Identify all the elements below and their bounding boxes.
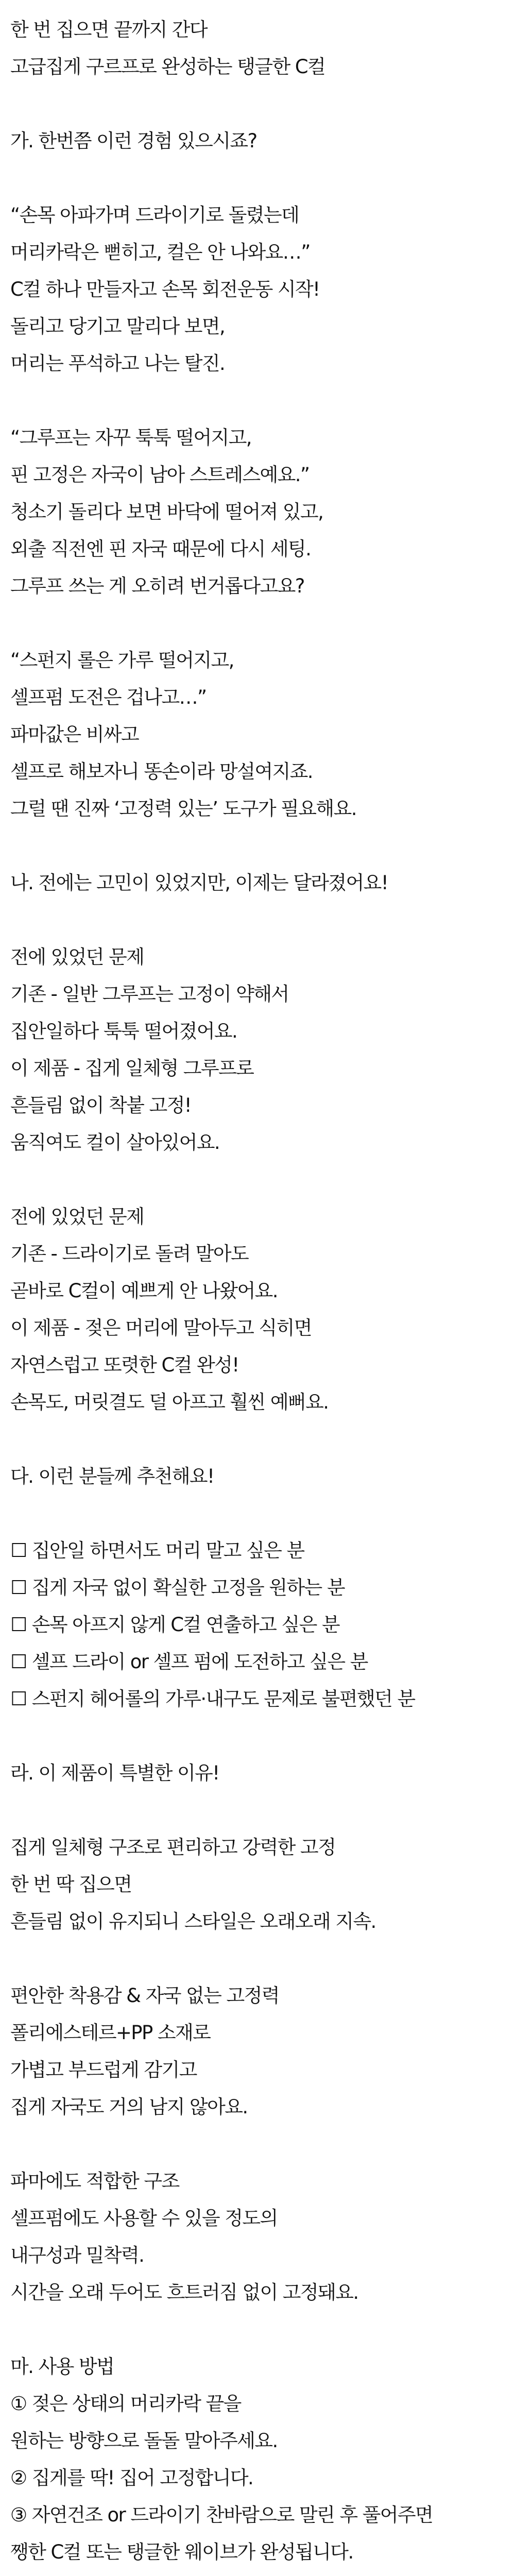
text-line: 다. 이런 분들께 추천해요!	[10, 1465, 214, 1487]
blank-line	[10, 1421, 503, 1458]
blank-line	[10, 902, 503, 939]
text-line: “손목 아파가며 드라이기로 돌렸는데	[10, 204, 299, 226]
text-line: ☐ 셀프 드라이 or 셀프 펌에 도전하고 싶은 분	[10, 1651, 368, 1673]
text-line: 그럴 땐 진짜 ‘고정력 있는’ 도구가 필요해요.	[10, 798, 356, 820]
blank-line	[10, 1940, 503, 1977]
text-line: ① 젖은 상태의 머리카락 끝을	[10, 2393, 241, 2415]
text-line: 쨍한 C컬 또는 탱글한 웨이브가 완성됩니다.	[10, 2541, 353, 2563]
blank-line	[10, 2126, 503, 2163]
text-line: 집게 자국도 거의 남지 않아요.	[10, 2096, 248, 2118]
text-line: 청소기 돌리다 보면 바닥에 떨어져 있고,	[10, 501, 323, 523]
text-line: ☐ 집안일 하면서도 머리 말고 싶은 분	[10, 1539, 304, 1562]
text-line: ☐ 스펀지 헤어롤의 가루·내구도 문제로 불편했던 분	[10, 1688, 415, 1710]
text-line: ☐ 손목 아프지 않게 C컬 연출하고 싶은 분	[10, 1614, 340, 1636]
text-line: 마. 사용 방법	[10, 2355, 114, 2378]
text-line: 핀 고정은 자국이 남아 스트레스예요.”	[10, 464, 310, 486]
blank-line	[10, 86, 503, 123]
text-line: 곧바로 C컬이 예쁘게 안 나왔어요.	[10, 1280, 278, 1302]
text-line: 집게 일체형 구조로 편리하고 강력한 고정	[10, 1836, 336, 1858]
text-line: 셀프로 해보자니 똥손이라 망설여지죠.	[10, 760, 313, 783]
blank-line	[10, 160, 503, 197]
text-line: 머리는 푸석하고 나는 탈진.	[10, 352, 225, 375]
text-line: “스펀지 롤은 가루 떨어지고,	[10, 649, 234, 671]
text-line: 고급집게 구르프로 완성하는 탱글한 C컬	[10, 56, 325, 78]
text-line: ② 집게를 딱! 집어 고정합니다.	[10, 2467, 253, 2489]
text-line: 이 제품 - 젖은 머리에 말아두고 식히면	[10, 1317, 312, 1339]
text-line: 라. 이 제품이 특별한 이유!	[10, 1762, 219, 1784]
text-line: 한 번 집으면 끝까지 간다	[10, 19, 208, 41]
blank-line	[10, 1792, 503, 1829]
blank-line	[10, 2571, 503, 2576]
text-line: 흔들림 없이 유지되니 스타일은 오래오래 지속.	[10, 1910, 376, 1933]
text-line: 한 번 딱 집으면	[10, 1873, 132, 1895]
text-line: 편안한 착용감 & 자국 없는 고정력	[10, 1985, 279, 2007]
text-line: 원하는 방향으로 돌돌 말아주세요.	[10, 2430, 278, 2452]
text-line: 손목도, 머릿결도 덜 아프고 훨씬 예뻐요.	[10, 1391, 329, 1413]
blank-line	[10, 1161, 503, 1198]
blank-line	[10, 1718, 503, 1755]
text-line: 폴리에스테르+PP 소재로	[10, 2022, 211, 2044]
text-line: 집안일하다 툭툭 떨어졌어요.	[10, 1020, 237, 1042]
text-line: 자연스럽고 또렷한 C컬 완성!	[10, 1354, 239, 1376]
text-line: 돌리고 당기고 말리다 보면,	[10, 315, 225, 337]
text-line: 나. 전에는 고민이 있었지만, 이제는 달라졌어요!	[10, 872, 388, 894]
blank-line	[10, 2311, 503, 2348]
text-line: 가. 한번쯤 이런 경험 있으시죠?	[10, 130, 257, 152]
blank-line	[10, 1495, 503, 1532]
text-line: 가볍고 부드럽게 감기고	[10, 2059, 197, 2081]
text-line: C컬 하나 만들자고 손목 회전운동 시작!	[10, 278, 320, 300]
text-line: 기존 - 드라이기로 돌려 말아도	[10, 1243, 249, 1265]
blank-line	[10, 382, 503, 419]
text-line: 그루프 쓰는 게 오히려 번거롭다고요?	[10, 575, 304, 597]
text-line: 머리카락은 뻗히고, 컬은 안 나와요…”	[10, 241, 310, 263]
text-line: 이 제품 - 집게 일체형 그루프로	[10, 1057, 254, 1079]
text-line: 전에 있었던 문제	[10, 1206, 144, 1228]
text-line: ③ 자연건조 or 드라이기 찬바람으로 말린 후 풀어주면	[10, 2504, 433, 2526]
text-line: 흔들림 없이 착붙 고정!	[10, 1094, 191, 1116]
text-line: 전에 있었던 문제	[10, 946, 144, 968]
text-line: 파마값은 비싸고	[10, 723, 139, 745]
text-line: 내구성과 밀착력.	[10, 2244, 144, 2266]
text-line: 움직여도 컬이 살아있어요.	[10, 1131, 220, 1154]
text-line: “그루프는 자꾸 툭툭 떨어지고,	[10, 427, 251, 449]
text-line: 파마에도 적합한 구조	[10, 2170, 179, 2192]
text-line: ☐ 집게 자국 없이 확실한 고정을 원하는 분	[10, 1577, 345, 1599]
text-line: 기존 - 일반 그루프는 고정이 약해서	[10, 983, 289, 1005]
text-line: 시간을 오래 두어도 흐트러짐 없이 고정돼요.	[10, 2281, 358, 2303]
text-line: 셀프펌에도 사용할 수 있을 정도의	[10, 2207, 278, 2229]
blank-line	[10, 605, 503, 642]
blank-line	[10, 827, 503, 865]
text-line: 셀프펌 도전은 겁나고…”	[10, 686, 207, 708]
text-line: 외출 직전엔 핀 자국 때문에 다시 세팅.	[10, 538, 311, 560]
